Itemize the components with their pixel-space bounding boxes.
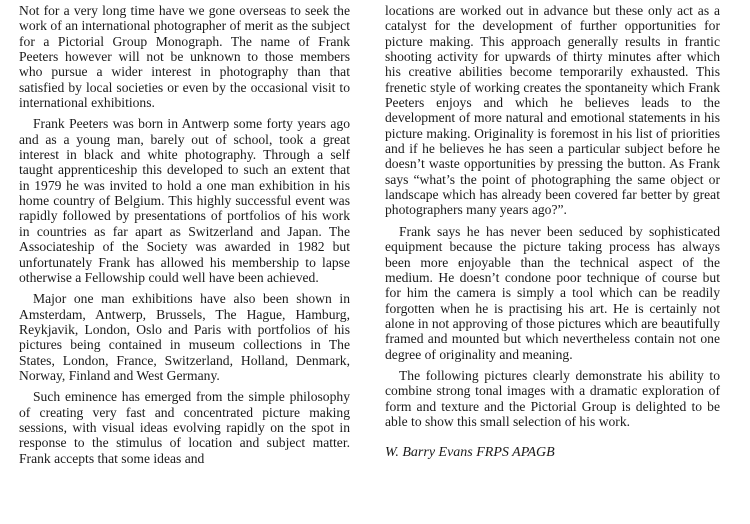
paragraph: Frank Peeters was born in Antwerp some forty years ago and as a young man, barely out of school, took a great interest in black and white photography. Through a self taught apprenticeship this developed to such an extent that in 1979 he was invited to hold a one man exhibition in his home country of Belgium. This highly successful event was rapidly followed by presentations of portfolios of his work in countries as far apart as Switzerland and Japan. The Associateship of the Society was awarded in 1982 but unfortunately Frank has allowed his membership to lapse otherwise a Fellowship could well have been achieved. xyxy=(19,116,350,285)
paragraph: locations are worked out in advance but these only act as a catalyst for the development of further opportunities for picture making. This approach generally results in frantic shooting activity for upwards of thirty minutes after which his creative abilities become temporarily exhausted. This frenetic style of working creates the spontaneity which Frank Peeters enjoys and which he believes leads to the development of more natural and emotional statements in his picture making. Originality is foremost in his list of priorities and if he believes he has seen a particular subject before he doesn’t waste opportunities by pressing the button. As Frank says “what’s the point of photographing the same object or landscape which has already been covered far better by great photographers many years ago?”. xyxy=(385,3,720,218)
paragraph: Frank says he has never been seduced by sophisticated equipment because the picture taking process has always been more enjoyable than the technical aspect of the medium. He doesn’t condone poor technique of course but for him the camera is simply a tool which can be readily forgotten when he is practising his art. He is certainly not alone in not approving of those pictures which are beautifully framed and mounted but which nevertheless contain not one degree of originality and meaning. xyxy=(385,223,720,362)
paragraph: Such eminence has emerged from the simple philosophy of creating very fast and concentrated picture making sessions, with visual ideas evolving rapidly on the spot in response to the stimulus of location and subject matter. Frank accepts that some ideas and xyxy=(19,389,350,466)
paragraph: Not for a very long time have we gone overseas to seek the work of an international photographer of merit as the subject for a Pictorial Group Monograph. The name of Frank Peeters however will not be unknown to those members who pursue a wider interest in photography than that satisfied by local societies or even by the occasional visit to international exhibitions. xyxy=(19,3,350,111)
paragraph: Major one man exhibitions have also been shown in Amsterdam, Antwerp, Brussels, The Hague, Hamburg, Reykjavik, London, Oslo and Paris with portfolios of his pictures being contained in museum collections in The States, London, France, Switzerland, Holland, Denmark, Norway, Finland and West Germany. xyxy=(19,291,350,383)
right-column xyxy=(385,3,720,467)
paragraph: The following pictures clearly demonstrate his ability to combine strong tonal images with a dramatic exploration of form and texture and the Pictorial Group is delighted to be able to show this small selection of his work. xyxy=(385,367,720,429)
author-signature: W. Barry Evans FRPS APAGB xyxy=(385,445,555,461)
left-column xyxy=(19,3,350,472)
